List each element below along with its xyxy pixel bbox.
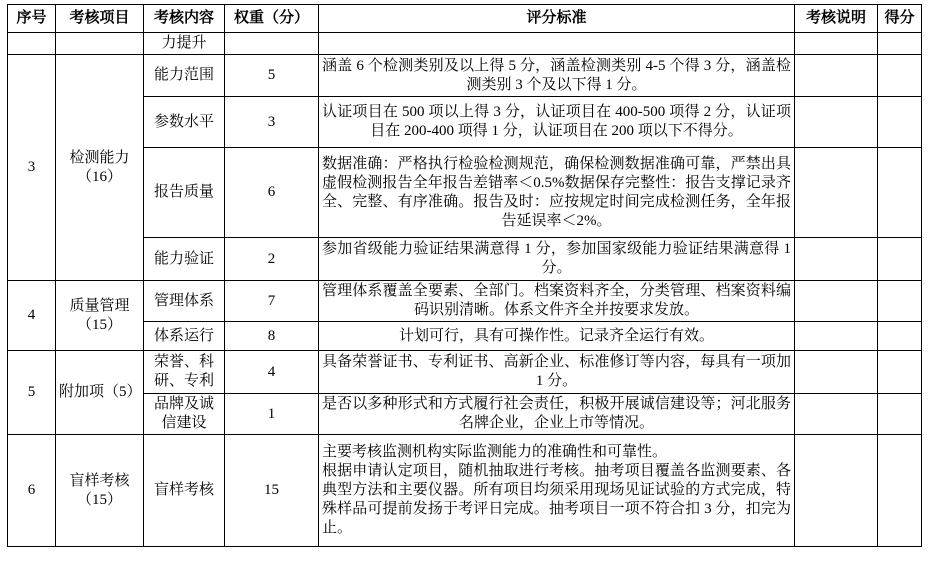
table-row xyxy=(8,148,922,238)
cell-assessment-project: 质量管理（15） xyxy=(56,281,144,351)
cell-notes-empty xyxy=(795,435,878,547)
table-row xyxy=(8,97,922,148)
cell-weight: 15 xyxy=(225,435,319,547)
col-header-score: 得分 xyxy=(878,5,922,33)
cell-score-empty xyxy=(878,351,922,394)
cell-score-empty xyxy=(878,97,922,148)
cell-assessment-content: 荣誉、科研、专利 xyxy=(144,351,225,394)
cell-notes-empty xyxy=(795,281,878,322)
cell-weight: 8 xyxy=(225,322,319,351)
cell-score-empty xyxy=(878,55,922,97)
cell-scoring-criteria: 主要考核监测机构实际监测能力的准确性和可靠性。 根据申请认定项目，随机抽取进行考核。抽考项目覆盖各监测要素、各典型方法和主要仪器。所有项目均须采用现场见证试验的方式完成，特殊样品可提前发扬于考评日完成。抽考项目一项不符合扣 3 分，扣完为止。 xyxy=(319,435,795,547)
cell-serial-number: 5 xyxy=(8,351,56,435)
col-header-scoring-criteria: 评分标准 xyxy=(319,5,795,33)
cell-assessment-content: 能力范围 xyxy=(144,55,225,97)
cell-notes-empty xyxy=(795,351,878,394)
cell-assessment-project: 盲样考核（15） xyxy=(56,435,144,547)
cell-notes-empty xyxy=(795,394,878,435)
cell-scoring-criteria: 认证项目在 500 项以上得 3 分，认证项目在 400-500 项得 2 分，认证项目在 200-400 项得 1 分，认证项目在 200 项以下不得分。 xyxy=(319,97,795,148)
table-row xyxy=(8,281,922,322)
cell-score-empty xyxy=(878,435,922,547)
cell-weight: 5 xyxy=(225,55,319,97)
col-header-weight: 权重（分） xyxy=(225,5,319,33)
cell-assessment-project: 检测能力（16） xyxy=(56,55,144,281)
table-row xyxy=(8,322,922,351)
cell-scoring-criteria: 是否以多种形式和方式履行社会责任，积极开展诚信建设等；河北服务名牌企业，企业上市等情况。 xyxy=(319,394,795,435)
col-header-assessment-project: 考核项目 xyxy=(56,5,144,33)
cell-scoring-criteria: 管理体系覆盖全要素、全部门。档案资料齐全，分类管理、档案资料编码识别清晰。体系文件齐全并按要求发放。 xyxy=(319,281,795,322)
cell-score-empty xyxy=(878,281,922,322)
table-row xyxy=(8,238,922,281)
table-row xyxy=(8,351,922,394)
cell-serial-number: 6 xyxy=(8,435,56,547)
cell-score-empty xyxy=(878,33,922,55)
cell-weight: 4 xyxy=(225,351,319,394)
cell-scoring-criteria: 计划可行，具有可操作性。记录齐全运行有效。 xyxy=(319,322,795,351)
cell-weight: 6 xyxy=(225,148,319,238)
cell-assessment-content: 盲样考核 xyxy=(144,435,225,547)
col-header-serial-number: 序号 xyxy=(8,5,56,33)
cell-notes-empty xyxy=(795,148,878,238)
cell-scoring-criteria: 具备荣誉证书、专利证书、高新企业、标准修订等内容，每具有一项加 1 分。 xyxy=(319,351,795,394)
table-row xyxy=(8,435,922,547)
cell-weight-empty xyxy=(225,33,319,55)
assessment-score-table xyxy=(7,4,922,547)
cell-serial-number: 3 xyxy=(8,55,56,281)
cell-notes-empty xyxy=(795,322,878,351)
cell-criteria-empty xyxy=(319,33,795,55)
col-header-assessment-content: 考核内容 xyxy=(144,5,225,33)
cell-serial-number: 4 xyxy=(8,281,56,351)
cell-assessment-project: 附加项（5） xyxy=(56,351,144,435)
cell-score-empty xyxy=(878,394,922,435)
cell-scoring-criteria: 涵盖 6 个检测类别及以上得 5 分，涵盖检测类别 4-5 个得 3 分，涵盖检测类别 3 个及以下得 1 分。 xyxy=(319,55,795,97)
cell-assessment-content: 参数水平 xyxy=(144,97,225,148)
cell-serial-empty xyxy=(8,33,56,55)
table-header-row xyxy=(8,5,922,33)
cell-notes-empty xyxy=(795,97,878,148)
cell-score-empty xyxy=(878,238,922,281)
cell-weight: 2 xyxy=(225,238,319,281)
cell-score-empty xyxy=(878,322,922,351)
cell-scoring-criteria: 参加省级能力验证结果满意得 1 分，参加国家级能力验证结果满意得 1 分。 xyxy=(319,238,795,281)
cell-notes-empty xyxy=(795,33,878,55)
table-row xyxy=(8,55,922,97)
table-row xyxy=(8,394,922,435)
cell-weight: 1 xyxy=(225,394,319,435)
cell-weight: 3 xyxy=(225,97,319,148)
cell-assessment-content: 报告质量 xyxy=(144,148,225,238)
cell-assessment-content: 管理体系 xyxy=(144,281,225,322)
cell-score-empty xyxy=(878,148,922,238)
cell-project-empty xyxy=(56,33,144,55)
table-row xyxy=(8,33,922,55)
cell-notes-empty xyxy=(795,55,878,97)
cell-assessment-content: 体系运行 xyxy=(144,322,225,351)
cell-scoring-criteria: 数据准确：严格执行检验检测规范，确保检测数据准确可靠，严禁出具虚假检测报告全年报告差错率＜0.5%数据保存完整性：报告支撑记录齐全、完整、有序准确。报告及时：应按规定时间完成检测任务，全年报告延误率＜2%。 xyxy=(319,148,795,238)
cell-assessment-content: 能力验证 xyxy=(144,238,225,281)
cell-content-continuation: 力提升 xyxy=(144,33,225,55)
cell-notes-empty xyxy=(795,238,878,281)
cell-weight: 7 xyxy=(225,281,319,322)
cell-assessment-content: 品牌及诚信建设 xyxy=(144,394,225,435)
col-header-assessment-notes: 考核说明 xyxy=(795,5,878,33)
